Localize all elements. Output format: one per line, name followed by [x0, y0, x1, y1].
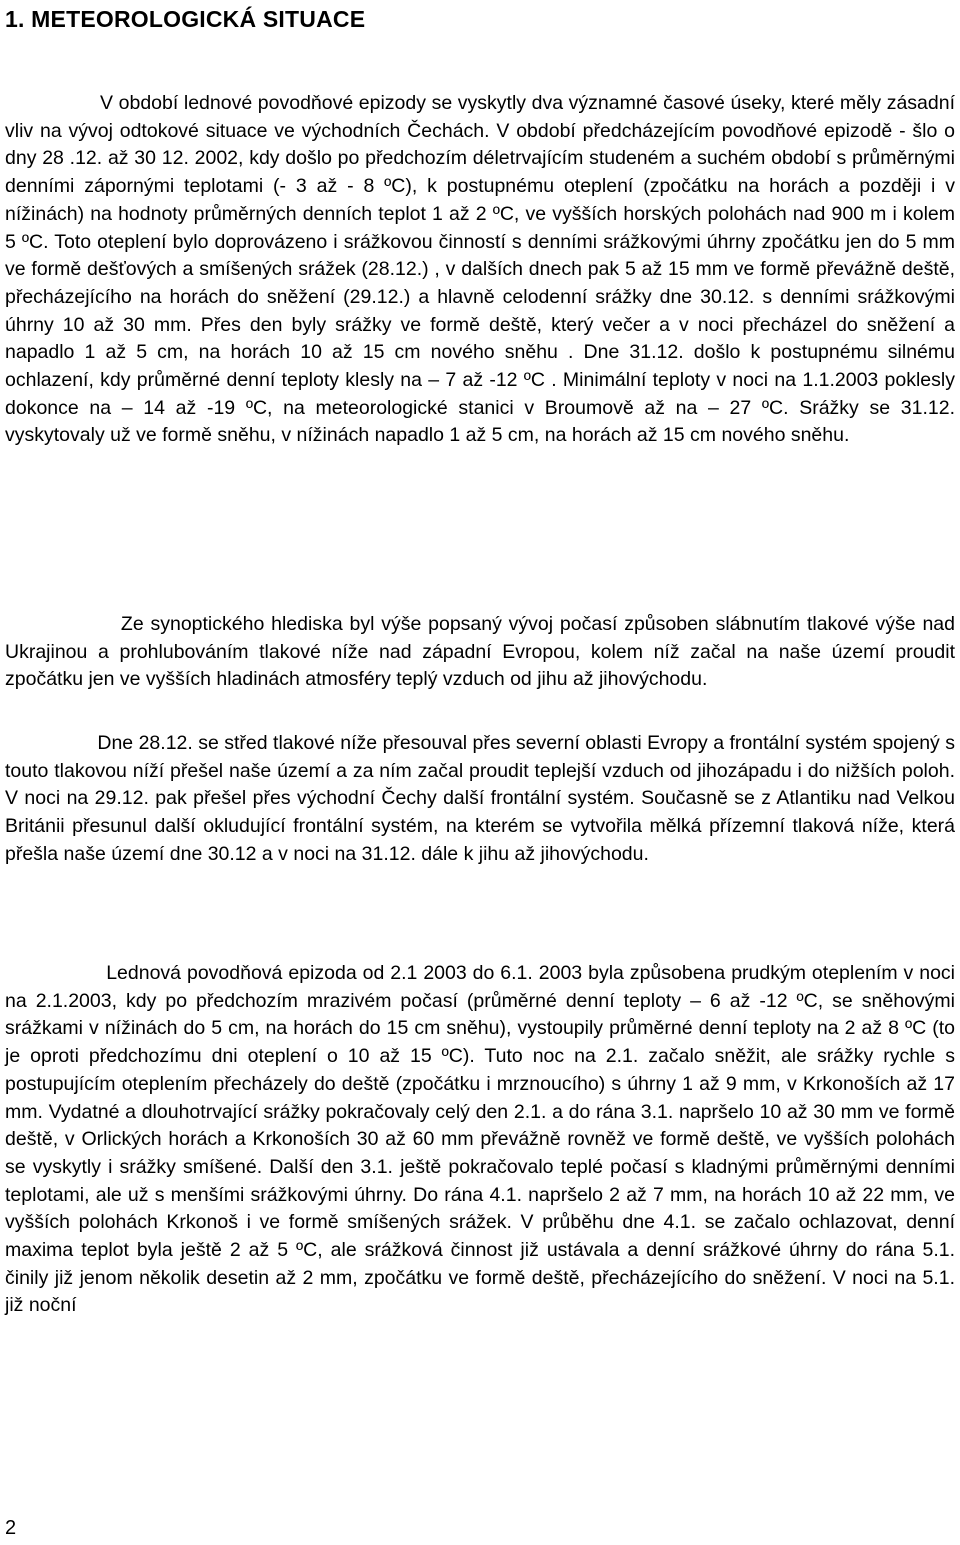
- paragraph-flood-period-intro: V období lednové povodňové epizody se vyskytly dva významné časové úseky, které měly zásadní vliv na vývoj odtokové situace ve východních Čechách. V období předcházejícím povodňové epizodě - šlo o dny 28 .12. až 30 12. 2002, kdy došlo po předchozím déletrvajícím studeném a suchém období s průměrnými denními zápornými teplotami (- 3 až - 8 ºC), k postupnému oteplení (zpočátku na horách a později i v nížinách) na hodnoty průměrných denních teplot 1 až 2 ºC, ve vyšších horských polohách nad 900 m i kolem 5 ºC. Toto oteplení bylo doprovázeno i srážkovou činností s denními srážkovými úhrny zpočátku jen do 5 mm ve formě dešťových a smíšených srážek (28.12.) , v dalších dnech pak 5 až 15 mm ve formě převážně deště, přecházejícího na horách do sněžení (29.12.) a hlavně celodenní srážky dne 30.12. s denními srážkovými úhrny 10 až 30 mm. Přes den byly srážky ve formě deště, který večer a v noci přecházel do sněžení a napadlo 1 až 5 cm, na horách 10 až 15 cm nového sněhu . Dne 31.12. došlo k postupnému silnému ochlazení, kdy průměrné denní teploty klesly na – 7 až -12 ºC . Minimální teploty v noci na 1.1.2003 poklesly dokonce na – 14 až -19 ºC, na meteorologické stanici v Broumově až na – 27 ºC. Srážky se 31.12. vyskytovaly už ve formě sněhu, v nížinách napadlo 1 až 5 cm, na horách až 15 cm nového sněhu.: [5, 92, 955, 447]
- section-heading: 1. METEOROLOGICKÁ SITUACE: [5, 6, 366, 32]
- paragraph-synoptic-overview: Ze synoptického hlediska byl výše popsaný vývoj počasí způsoben slábnutím tlakové výše nad Ukrajinou a prohlubováním tlakové níže nad západní Evropou, kolem níž začal na naše území proudit zpočátku jen ve vyšších hladinách atmosféry teplý vzduch od jihu až jihovýchodu.: [5, 613, 955, 691]
- page-number: 2: [5, 1517, 17, 1539]
- paragraph-january-episode: Lednová povodňová epizoda od 2.1 2003 do 6.1. 2003 byla způsobena prudkým oteplením v noci na 2.1.2003, kdy po předchozím mrazivém počasí (průměrné denní teploty – 6 až -12 ºC, se sněhovými srážkami v nížinách do 5 cm, na horách do 15 cm sněhu), vystoupily průměrné denní teploty na 2 až 8 ºC (to je oproti předchozímu dni oteplení o 10 až 15 ºC). Tuto noc na 2.1. začalo sněžit, ale srážky rychle s postupujícím oteplením přecházely do deště (zpočátku i mrznoucího) s úhrny 1 až 9 mm, v Krkonoších až 17 mm. Vydatné a dlouhotrvající srážky pokračovaly celý den 2.1. a do rána 3.1. napršelo 10 až 30 mm ve formě deště, v Orlických horách a Krkonoších 30 až 60 mm převážně rovněž ve formě deště, ve vyšších polohách se vyskytly i srážky smíšené. Další den 3.1. ještě pokračovalo teplé počasí s kladnými průměrnými denními teplotami, ale už s menšími srážkovými úhrny. Do rána 4.1. napršelo 2 až 7 mm, na horách 10 až 22 mm, ve vyšších polohách Krkonoš i ve formě smíšených srážek. V průběhu dne 4.1. se začalo ochlazovat, denní maxima teplot byla ještě 2 až 5 ºC, ale srážková činnost již ustávala a denní srážkové úhrny do rána 5.1. činily již jenom několik desetin až 2 mm, zpočátku ve formě deště, přecházejícího do sněžení. V noci na 5.1. již noční: [5, 962, 955, 1317]
- paragraph-frontal-systems: Dne 28.12. se střed tlakové níže přesouval přes severní oblasti Evropy a frontální systém spojený s touto tlakovou níží přešel naše území a za ním začal proudit teplejší vzduch od jihozápadu i do nižších poloh. V noci na 29.12. pak přešel přes východní Čechy další frontální systém. Současně se z Atlantiku nad Velkou Británii přesunul další okludující frontální systém, na kterém se vytvořila mělká přízemní tlaková níže, která přešla naše území dne 30.12 a v noci na 31.12. dále k jihu až jihovýchodu.: [5, 732, 955, 865]
